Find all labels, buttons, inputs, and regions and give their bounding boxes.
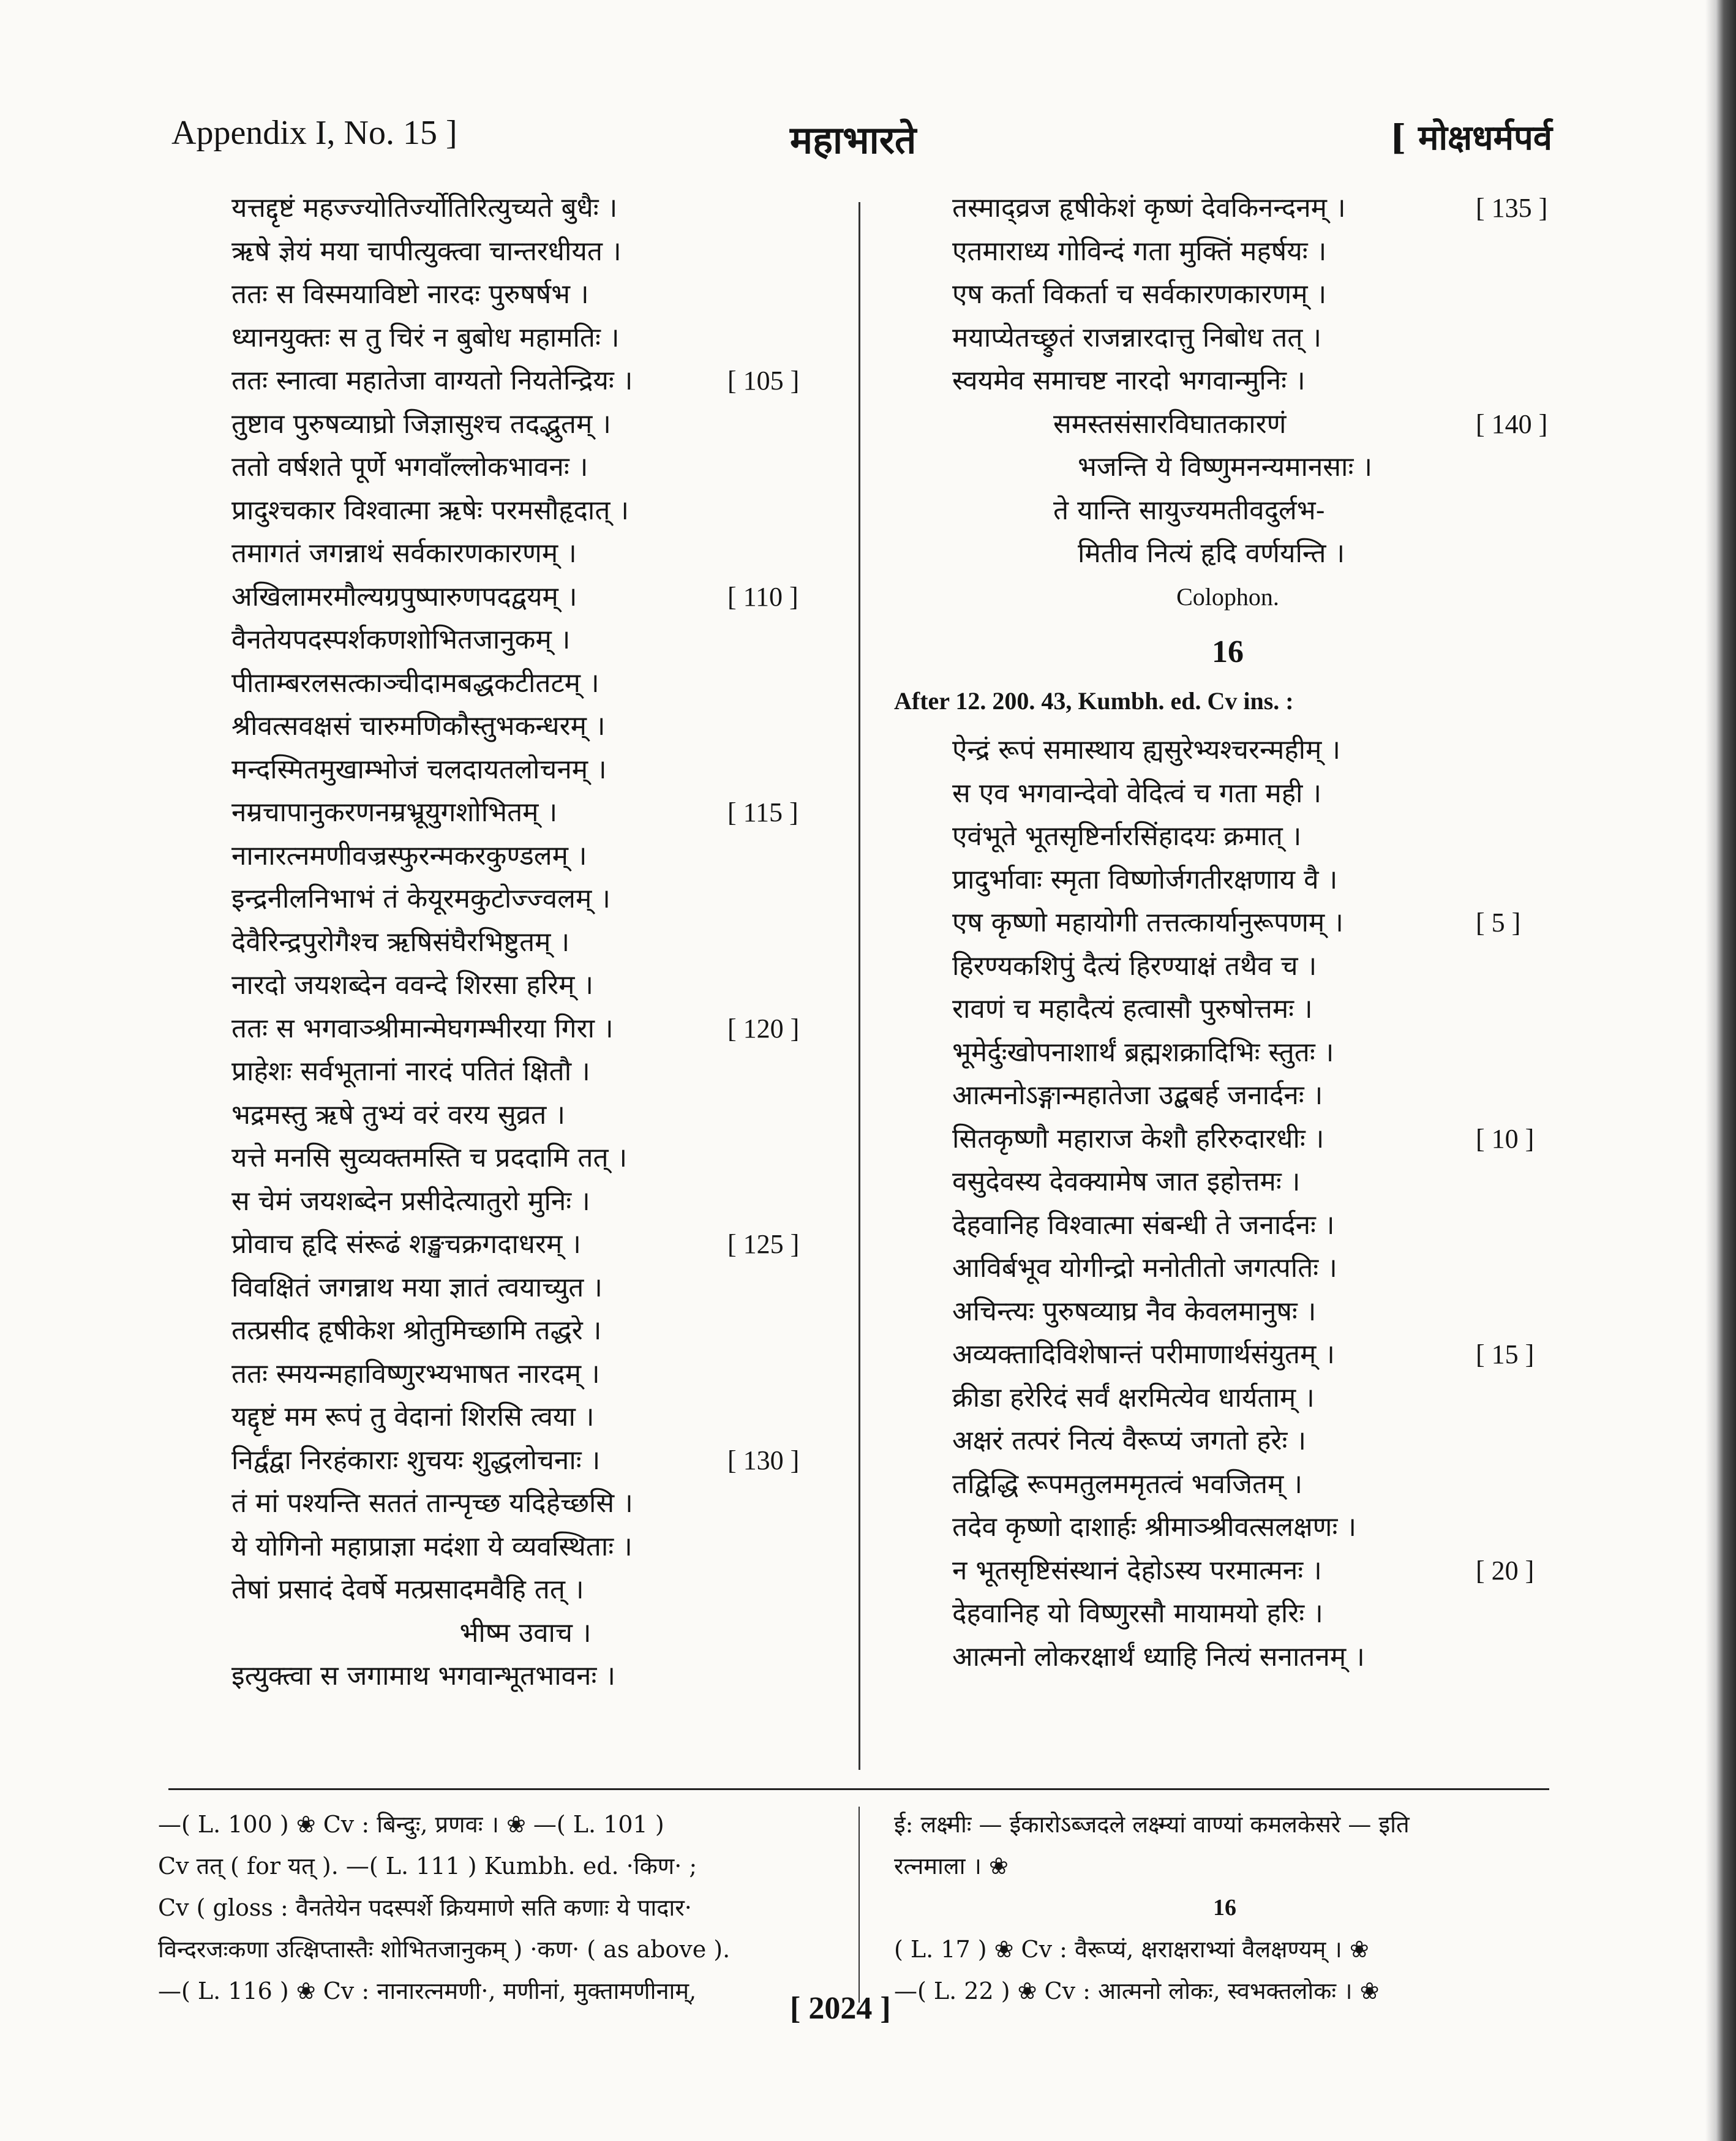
verse-text: ततः स भगवाञ्श्रीमान्मेघगम्भीरया गिरा । (231, 1012, 614, 1044)
verse-text: मयाप्येतच्छ्रुतं राजन्नारदात्तु निबोध तत् । (952, 322, 1322, 353)
verse-text: न भूतसृष्टिसंस्थानं देहोऽस्य परमात्मनः । (952, 1554, 1322, 1586)
verse-text: सितकृष्णौ महाराज केशौ हरिरुदारधीः । (952, 1123, 1325, 1154)
verse-text: पीताम्बरलसत्काञ्चीदामबद्धकटीतटम् । (231, 667, 599, 699)
verse-text: क्रीडा हरेरिदं सर्वं क्षरमित्येव धार्यताम् । (952, 1382, 1315, 1413)
insertion-note: After 12. 200. 43, Kumbh. ed. Cv ins. : (894, 687, 1294, 715)
verse-line (231, 446, 819, 489)
verse-line (231, 317, 819, 360)
verse-line (894, 1247, 1561, 1290)
line-number: [ 105 ] (727, 366, 800, 396)
verse-text: आत्मनो लोकरक्षार्थं ध्याहि नित्यं सनातनम् । (952, 1641, 1365, 1673)
verse-text: तत्प्रसीद हृषीकेश श्रोतुमिच्छामि तद्धरे । (231, 1315, 602, 1346)
verse-line (894, 403, 1561, 446)
verse-line (894, 1377, 1561, 1420)
verse-line (894, 1463, 1561, 1507)
verse-line (894, 273, 1561, 317)
verse-line (231, 273, 819, 317)
verse-text: ध्यानयुक्तः स तु चिरं न बुबोध महामतिः । (231, 322, 620, 353)
line-number: [ 140 ] (1476, 408, 1548, 439)
verse-text: एतमाराध्य गोविन्दं गता मुक्तिं महर्षयः । (952, 235, 1327, 267)
verse-line (894, 1333, 1561, 1377)
verse-text: आविर्बभूव योगीन्द्रो मनोतीतो जगत्पतिः । (952, 1252, 1337, 1284)
verse-text: नारदो जयशब्देन ववन्दे शिरसा हरिम् । (231, 969, 594, 1001)
verse-text: देहवानिह यो विष्णुरसौ मायामयो हरिः । (952, 1598, 1323, 1629)
header-appendix: Appendix I, No. 15 ] (171, 114, 457, 152)
verse-text: तं मां पश्यन्ति सततं तान्पृच्छ यदिहेच्छसि । (231, 1488, 633, 1519)
line-number: [ 130 ] (727, 1445, 800, 1475)
verse-line (231, 791, 819, 835)
verse-line (231, 835, 819, 878)
verse-text: ये योगिनो महाप्राज्ञा मदंशा ये व्यवस्थिताः । (231, 1530, 633, 1562)
verse-line (894, 945, 1561, 988)
verse-text: भद्रमस्तु ऋषे तुभ्यं वरं वरय सुव्रत । (231, 1099, 565, 1131)
line-number: [ 125 ] (727, 1229, 800, 1259)
verse-text: भूमेर्दुःखोपनाशार्थं ब्रह्मशक्रादिभिः स्तुतः । (952, 1036, 1334, 1068)
verse-line (231, 1526, 819, 1569)
verse-text: ततः स्मयन्महाविष्णुरभ्यभाषत नारदम् । (231, 1358, 600, 1390)
verse-text: तदेव कृष्णो दाशार्हः श्रीमाञ्श्रीवत्सलक्षणः । (952, 1511, 1357, 1543)
verse-line (231, 619, 819, 662)
verse-text: वसुदेवस्य देवक्यामेष जात इहोत्तमः । (952, 1166, 1301, 1197)
verse-line (231, 921, 819, 965)
verse-line (231, 1223, 819, 1266)
verse-line (231, 1309, 819, 1353)
footnote-line: —( L. 22 ) ❀ Cv : आत्मनो लोकः, स्वभक्तलोकः । ❀ (894, 1977, 1380, 2004)
verse-text: यद्दृष्टं मम रूपं तु वेदानां शिरसि त्वया । (231, 1401, 595, 1432)
section-number: 16 (1212, 634, 1244, 669)
line-number: [ 10 ] (1476, 1123, 1535, 1154)
verse-line (231, 748, 819, 792)
verse-line (231, 403, 819, 446)
verse-line (894, 1420, 1561, 1463)
verse-line (894, 901, 1561, 945)
verse-line (231, 359, 819, 403)
verse-text: ततो वर्षशते पूर्णे भगवाँल्लोकभावनः । (231, 451, 588, 483)
line-number: [ 110 ] (727, 581, 798, 612)
verse-line (894, 1592, 1561, 1636)
verse-text: तद्विद्धि रूपमतुलममृतत्वं भवजितम् । (952, 1468, 1303, 1500)
verse-text: तेषां प्रसादं देवर्षे मत्प्रसादमवैहि तत् । (231, 1574, 584, 1605)
colophon: Colophon. (1176, 582, 1279, 611)
verse-text: रावणं च महादैत्यं हत्वासौ पुरुषोत्तमः । (952, 993, 1313, 1025)
line-number: [ 5 ] (1476, 908, 1521, 938)
footnote-line: ( L. 17 ) ❀ Cv : वैरूप्यं, क्षराक्षराभ्यां वैलक्षण्यम् । ❀ (894, 1936, 1369, 1963)
header-parvan: [ मोक्षधर्मपर्व (1389, 118, 1552, 158)
verse-text: स एव भगवान्देवो वेदित्वं च गता मही । (952, 777, 1322, 809)
page-number: [ 2024 ] (790, 1991, 891, 2026)
verse-text: अक्षरं तत्परं नित्यं वैरूप्यं जगतो हरेः । (952, 1425, 1307, 1456)
verse-line (894, 729, 1561, 772)
verse-text: देवैरिन्द्रपुरोगैश्च ऋषिसंघैरभिष्टुतम् । (231, 926, 570, 958)
verse-line (231, 1050, 819, 1094)
verse-line (231, 662, 819, 706)
verse-line (894, 772, 1561, 816)
verse-text: एष कर्ता विकर्ता च सर्वकारणकारणम् । (952, 279, 1327, 310)
verse-text: निर्द्वंद्वा निरहंकाराः शुचयः शुद्धलोचनाः । (231, 1444, 601, 1476)
line-number: [ 15 ] (1476, 1339, 1535, 1369)
verse-text: प्रादुर्भावाः स्मृता विष्णोर्जगतीरक्षणाय वै । (952, 864, 1338, 895)
footnote-line: रत्नमाला । ❀ (894, 1853, 1009, 1879)
verse-text: वैनतेयपदस्पर्शकणशोभितजानुकम् । (231, 624, 571, 655)
verse-text: एवंभूते भूतसृष्टिर्नारसिंहादयः क्रमात् । (952, 821, 1302, 852)
verse-line (894, 988, 1561, 1031)
verse-text: ततः स्नात्वा महातेजा वाग्यतो नियतेन्द्रियः । (231, 365, 633, 396)
footnote-section-number: 16 (1213, 1895, 1236, 1921)
verse-line (894, 187, 1561, 230)
footnote-line: —( L. 100 ) ❀ Cv : बिन्दुः, प्रणवः । ❀ —( L. 101 ) (158, 1811, 664, 1838)
verse-line (894, 1161, 1561, 1204)
verse-text: ऋषे ज्ञेयं मया चापीत्युक्त्वा चान्तरधीयत । (231, 235, 622, 267)
verse-line (231, 1396, 819, 1439)
verse-line (894, 1118, 1561, 1161)
verse-line (231, 1137, 819, 1180)
verse-line (894, 859, 1561, 902)
footnote-line: —( L. 116 ) ❀ Cv : नानारत्नमणी·, मणीनां, मुक्तामणीनाम्, (158, 1977, 697, 2004)
verse-text: यत्तद्दृष्टं महज्ज्योतिर्ज्योतिरित्युच्यते बुधैः । (231, 192, 618, 224)
verse-line (231, 1612, 819, 1655)
verse-line (231, 1266, 819, 1310)
footnote-line: Cv तत् ( for यत् ). —( L. 111 ) Kumbh. ed. ·किण· ; (158, 1853, 697, 1879)
footnote-line: विन्दरजःकणा उत्क्षिप्तास्तैः शोभितजानुकम् ) ·कण· ( as above ). (158, 1936, 731, 1963)
verse-line (231, 1568, 819, 1612)
verse-line (231, 1353, 819, 1396)
verse-line (894, 815, 1561, 859)
line-number: [ 20 ] (1476, 1555, 1535, 1586)
page-edge (1705, 0, 1736, 2141)
verse-line (894, 359, 1561, 403)
verse-text: प्रादुश्चकार विश्वात्मा ऋषेः परमसौहृदात् । (231, 494, 629, 526)
verse-text: श्रीवत्सवक्षसं चारुमणिकौस्तुभकन्धरम् । (231, 710, 606, 742)
verse-text: इत्युक्त्वा स जगामाथ भगवान्भूतभावनः । (231, 1660, 616, 1691)
verse-line (894, 230, 1561, 274)
verse-text: तमागतं जगन्नाथं सर्वकारणकारणम् । (231, 538, 577, 569)
verse-text: देहवानिह विश्वात्मा संबन्धी ते जनार्दनः । (952, 1209, 1335, 1241)
verse-line (231, 489, 819, 533)
verse-line (894, 1031, 1561, 1075)
verse-line (894, 1549, 1561, 1593)
verse-text: भीष्म उवाच । (459, 1617, 592, 1649)
verse-line (894, 1290, 1561, 1334)
verse-text: अचिन्त्यः पुरुषव्याघ्र नैव केवलमानुषः । (952, 1295, 1317, 1327)
footnotes-right (894, 1804, 1555, 2012)
verse-text: समस्तसंसारविघातकारणं (1053, 408, 1287, 440)
right-column (894, 187, 1561, 1679)
verse-text: इन्द्रनीलनिभाभं तं केयूरमकुटोज्ज्वलम् । (231, 883, 611, 914)
verse-line (231, 705, 819, 748)
verse-text: भजन्ति ये विष्णुमनन्यमानसाः । (1078, 451, 1372, 483)
verse-line (231, 230, 819, 274)
verse-text: नानारत्नमणीवज्रस्फुरन्मकरकुण्डलम् । (231, 840, 587, 871)
verse-line (894, 1636, 1561, 1679)
verse-line (231, 1180, 819, 1224)
line-number: [ 115 ] (727, 797, 798, 827)
verse-line (231, 878, 819, 921)
verse-line (894, 532, 1561, 576)
verse-text: तस्माद्व्रज हृषीकेशं कृष्णं देवकिनन्दनम् । (952, 192, 1346, 224)
verse-line (231, 532, 819, 576)
verse-text: तुष्टाव पुरुषव्याघ्रो जिज्ञासुश्च तदद्भुतम् । (231, 408, 611, 440)
verse-text: यत्ते मनसि सुव्यक्तमस्ति च प्रददामि तत् । (231, 1142, 628, 1173)
footnote-divider (859, 1807, 860, 2003)
verse-line (894, 1506, 1561, 1549)
verse-text: हिरण्यकशिपुं दैत्यं हिरण्याक्षं तथैव च । (952, 950, 1317, 982)
verse-line (231, 1439, 819, 1483)
verse-text: स चेमं जयशब्देन प्रसीदेत्यातुरो मुनिः । (231, 1185, 590, 1217)
verse-line (231, 1482, 819, 1526)
header-title: महाभारते (790, 118, 917, 162)
verse-text: आत्मनोऽङ्गान्महातेजा उद्बबर्ह जनार्दनः । (952, 1080, 1323, 1111)
verse-text: प्राहेशः सर्वभूतानां नारदं पतितं क्षितौ । (231, 1056, 590, 1087)
verse-line (894, 1074, 1561, 1118)
verse-text: ऐन्द्रं रूपं समास्थाय ह्यसुरेभ्यश्चरन्महीम् । (952, 734, 1341, 766)
line-number: [ 120 ] (727, 1013, 800, 1044)
verse-text: एष कृष्णो महायोगी तत्तत्कार्यानुरूपणम् । (952, 907, 1343, 938)
verse-line (231, 1007, 819, 1051)
verse-text: प्रोवाच हृदि संरूढं शङ्खचक्रगदाधरम् । (231, 1229, 581, 1260)
verse-line (231, 1094, 819, 1137)
verse-line (231, 187, 819, 230)
verse-line (231, 964, 819, 1007)
verse-text: स्वयमेव समाचष्ट नारदो भगवान्मुनिः । (952, 365, 1306, 396)
verse-text: ततः स विस्मयाविष्टो नारदः पुरुषर्षभ । (231, 279, 589, 310)
left-column (231, 187, 819, 1698)
footnote-rule (168, 1788, 1549, 1790)
verse-text: नम्रचापानुकरणनम्रभ्रूयुगशोभितम् । (231, 797, 558, 828)
verse-line (894, 1204, 1561, 1247)
verse-line (231, 1655, 819, 1698)
footnote-line: Cv ( gloss : वैनतेयेन पदस्पर्शे क्रियमाणे सति कणाः ये पादार· (158, 1894, 692, 1921)
verse-text: अखिलामरमौल्यग्रपुष्पारुणपदद्वयम् । (231, 581, 577, 612)
verse-text: मितीव नित्यं हृदि वर्णयन्ति । (1078, 538, 1345, 569)
line-number: [ 135 ] (1476, 193, 1548, 223)
verse-text: ते यान्ति सायुज्यमतीवदुर्लभ- (1053, 494, 1325, 526)
verse-line (894, 489, 1561, 533)
footnote-line: ई: लक्ष्मीः — ईकारोऽब्जदले लक्ष्म्यां वाण्यां कमलकेसरे — इति (894, 1811, 1410, 1838)
verse-line (894, 446, 1561, 489)
verse-line (894, 317, 1561, 360)
column-divider (859, 202, 860, 1770)
verse-text: विवक्षितं जगन्नाथ मया ज्ञातं त्वयाच्युत । (231, 1271, 603, 1303)
footnotes-left (158, 1804, 856, 2012)
verse-text: मन्दस्मितमुखाम्भोजं चलदायतलोचनम् । (231, 753, 607, 785)
verse-text: अव्यक्तादिविशेषान्तं परीमाणार्थसंयुतम् । (952, 1339, 1335, 1370)
verse-line (231, 576, 819, 619)
